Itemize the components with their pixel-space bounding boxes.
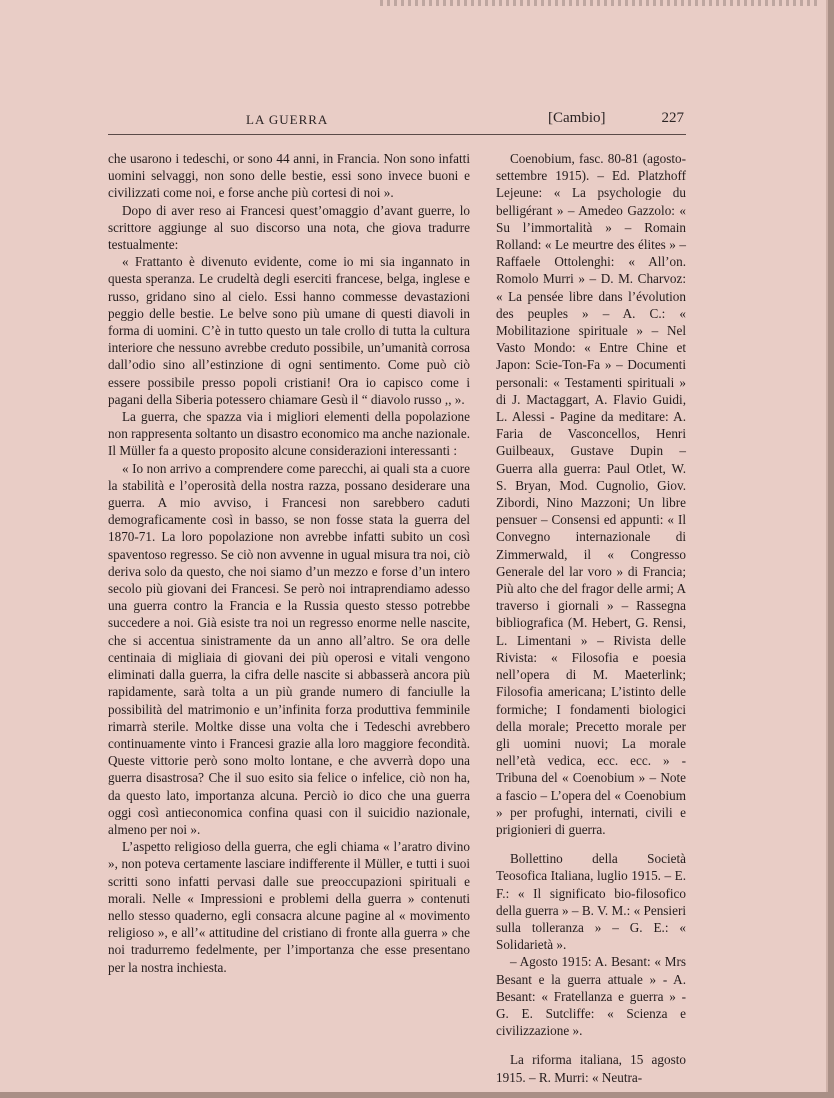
quote-paragraph: « Frattanto è divenuto evidente, come io mi sia ingannato in questa speranza. Le crudeltà degli eserciti francese, belga, inglese e russo, gridano sino al cielo. Essi hanno commesse devastazioni peggio delle bestie. Le belve sono più umane di questi diavoli in forma di uomini. C’è in tutto questo un tale crollo di tutta la cultura interiore che nessuno avrebbe creduto possibile, un’umanità corrosa dall’odio sino all’estinzione di ogni sentimento. Come può ciò essere possibile presso popoli cristiani! Ora io capisco come i pagani della Siberia potessero chiamare Gesù il “ diavolo russo ,, ». bbox=[108, 254, 470, 407]
paragraph: che usarono i tedeschi, or sono 44 anni, in Francia. Non sono infatti uomini selvaggi, non sono delle bestie, essi sono invece buoni e civilizzati come noi, e forse anche più cortesi di noi ». bbox=[108, 151, 470, 201]
left-column bbox=[108, 150, 470, 976]
paragraph: La guerra, che spazza via i migliori elementi della popolazione non rappresenta soltanto un disastro economico ma anche nazionale. Il Müller fa a questo proposito alcune considerazioni interessanti : bbox=[108, 409, 470, 459]
review-entry: – Agosto 1915: A. Besant: « Mrs Besant e la guerra attuale » - A. Besant: « Fratellanza e guerra » - G. E. Sutcliffe: « Scienza e civilizzazione ». bbox=[496, 954, 686, 1039]
running-header bbox=[108, 110, 684, 130]
header-rule bbox=[108, 134, 686, 135]
review-entry: La riforma italiana, 15 agosto 1915. – R. Murri: « Neutra- bbox=[496, 1052, 686, 1085]
quote-paragraph: « Io non arrivo a comprendere come parecchi, ai quali sta a cuore la stabilità e l’operosità della nostra razza, possano desiderare una guerra. A mio avviso, i Francesi non sarebbero caduti demograficamente così in basso, se non fosse stata la guerra del 1870-71. La loro popolazione non avrebbe infatti subito un così spaventoso regresso. Se ciò non avvenne in ugual misura tra noi, ciò deriva solo da questo, che noi siamo d’un mezzo e forse d’un intero secolo più giovani dei Francesi. Se però noi intraprendiamo adesso una guerra contro la Francia e la Russia questo stesso potrebbe succedere a noi. Già esiste tra noi un regresso enorme nelle nascite, che si accentua sinistramente da un anno all’altro. Se ora delle centinaia di migliaia di giovani dei più operosi e vitali vengono eliminati dalla guerra, la cifra delle nascite si abbasserà ancora più rapidamente, sarà tolta a un più grande numero di fanciulle la possibilità del matrimonio e un’infinita forza produttiva femminile rimarrà sterile. Moltke disse una volta che i Tedeschi avrebbero continuamente vinto i Francesi grazie alla loro maggiore fecondità. Queste vittorie però sono molto lontane, e che avverrà dopo una guerra disastrosa? Che il suo esito sia felice o infelice, ciò non ha, da questo lato, importanza alcuna. Perciò io dico che una guerra oggi così antieconomica confina quasi con il suicidio nazionale, almeno per noi ». bbox=[108, 460, 470, 837]
top-edge-texture bbox=[380, 0, 820, 6]
section-label: [Cambio] bbox=[548, 110, 606, 126]
page-number: 227 bbox=[661, 110, 684, 126]
right-column bbox=[496, 150, 686, 1086]
review-entry: Coenobium, fasc. 80-81 (agosto-settembre 1915). – Ed. Platzhoff Lejeune: « La psychologie du belligérant » – Amedeo Gazzolo: « Su l’immortalità » – Romain Rolland: « Le meurtre des élites » – Raffaele Ottolenghi: « All’on. Romolo Murri » – D. M. Charvoz: « La pensée libre dans l’évolution des peuples » – A. C.: « Mobilitazione spirituale » – Nel Vasto Mondo: « Entre Chine et Japon: Scie-Ton-Fa » – Documenti personali: « Testamenti spirituali » di J. Mactaggart, A. Flavio Guidi, L. Alessi - Pagine da meditare: A. Faria de Vasconcellos, Henri Guilbeaux, Gustave Dupin – Guerra alla guerra: Paul Otlet, W. S. Bryan, Mod. Cugnolio, Giov. Zibordi, Nino Mazzoni; Un libre pensuer – Consensi ed appunti: « Il Convegno internazionale di Zimmerwald, il « Congresso Generale del lar voro » di Francia; Più alto che del fragor delle armi; A traverso i giornali » – Rassegna bibliografica (M. Hebert, G. Rensi, L. Limentani » – Rivista delle Rivista: « Filosofia e poesia nell’opera di M. Maeterlink; Filosofia americana; L’istinto delle formiche; I fondamenti biologici della morale; Precetto morale per gli uomini nuovi; La morale nell’età vedica, ecc. ecc. » - Tribuna del « Coenobium » – Note a fascio – L’opera del « Coenobium » per profughi, internati, civili e prigionieri di guerra. bbox=[496, 151, 686, 837]
paragraph: Dopo di aver reso ai Francesi quest’omaggio d’avant guerre, lo scrittore aggiunge al suo discorso una nota, che giova tradurre testualmente: bbox=[108, 202, 470, 253]
running-title: LA GUERRA bbox=[246, 112, 329, 127]
review-entry: Bollettino della Società Teosofica Italiana, luglio 1915. – E. F.: « Il significato bio-filosofico della guerra » – B. V. M.: « Pensieri sulla tolleranza » – G. E.: « Solidarietà ». bbox=[496, 851, 686, 953]
paragraph: L’aspetto religioso della guerra, che egli chiama « l’aratro divino », non poteva certamente lasciare indifferente il Müller, e tutti i suoi scritti sono infatti pervasi dalle sue preoccupazioni spirituali e morali. Nelle « Impressioni e problemi della guerra » contenuti nello stesso quaderno, egli consacra alcune pagine al « movimento religioso », e all’« attitudine del cristiano di fronte alla guerra » che noi tradurremo fedelmente, per l’importanza che esse presentano per la nostra inchiesta. bbox=[108, 839, 470, 975]
